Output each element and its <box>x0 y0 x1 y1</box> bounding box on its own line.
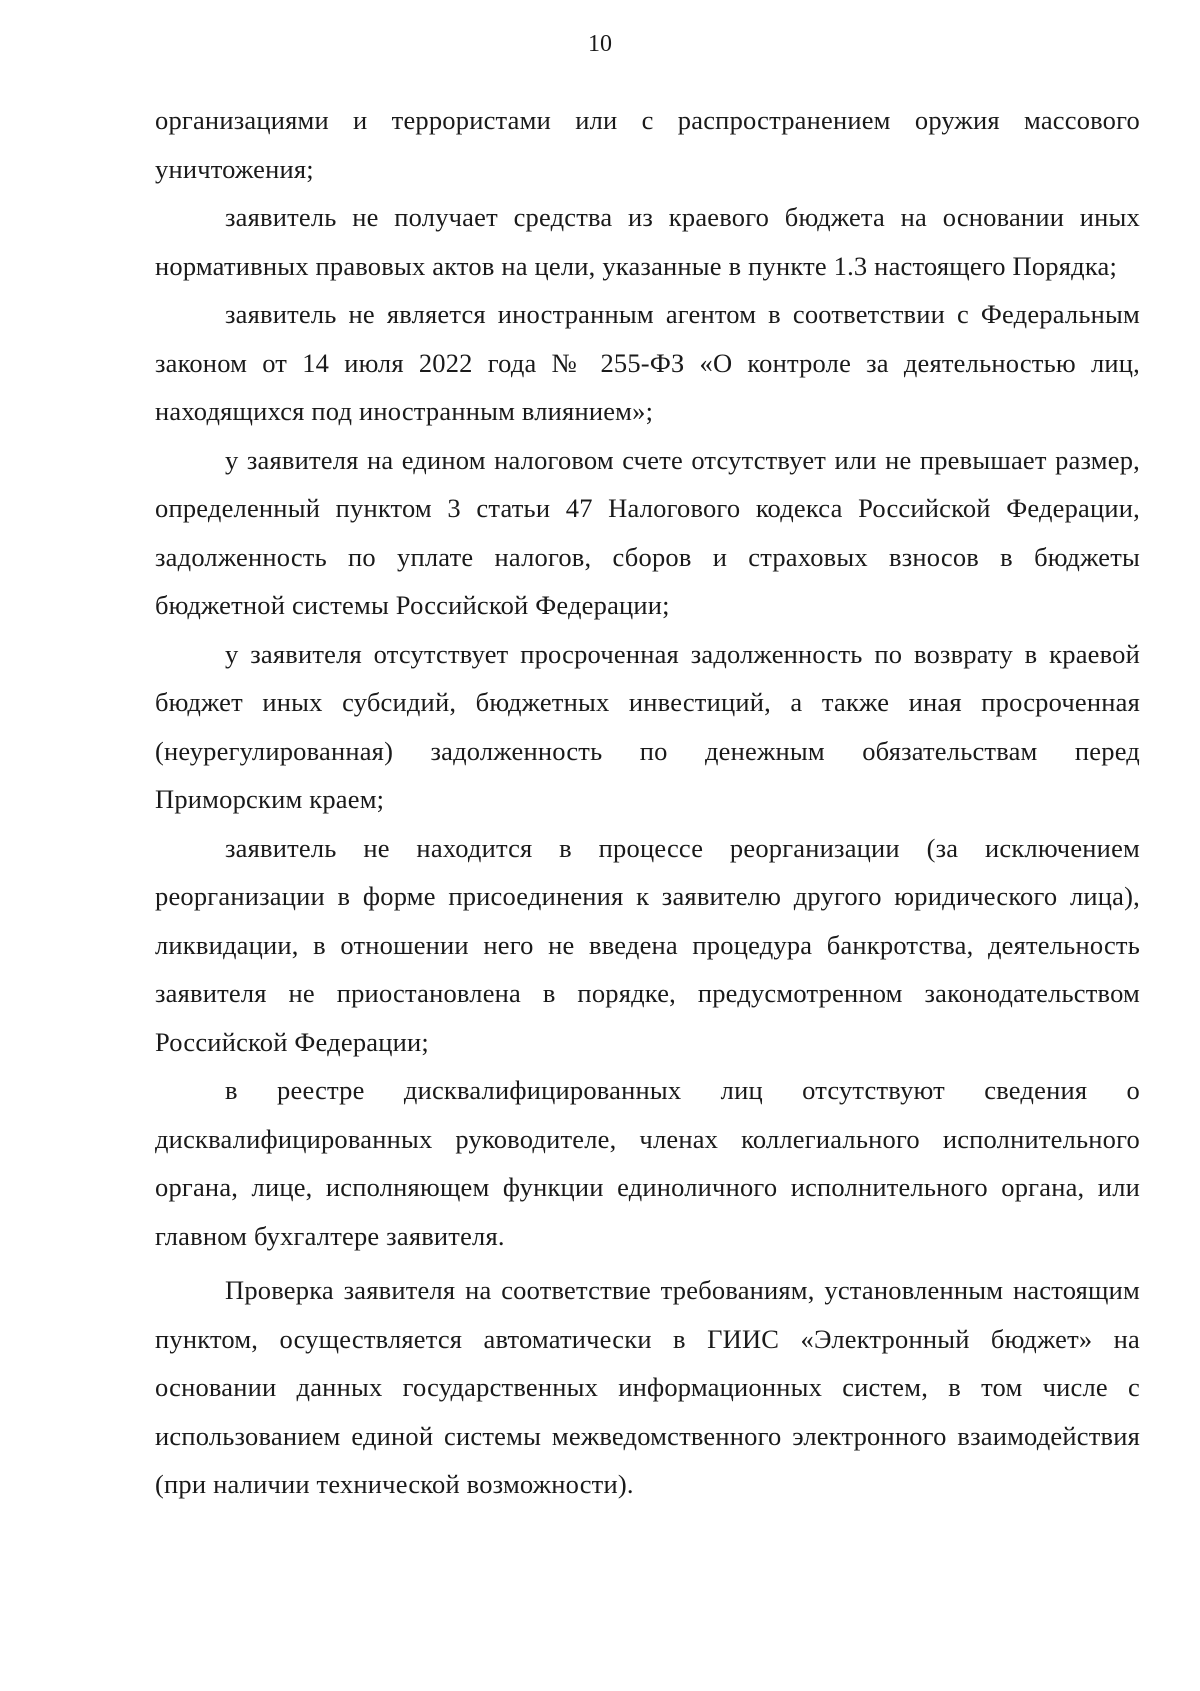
paragraph-foreign-agent: заявитель не является иностранным агентом в соответствии с Федеральным законом от 14 июля 2022 года № 255-ФЗ «О контроле за деятельностью лиц, находящихся под иностранным влиянием»; <box>155 299 1140 426</box>
paragraph-overdue-debt: у заявителя отсутствует просроченная задолженность по возврату в краевой бюджет иных субсидий, бюджетных инвестиций, а также иная просроченная (неурегулированная) задолженность по денежным обязательствам перед Приморским краем; <box>155 638 1140 814</box>
paragraph-verification: Проверка заявителя на соответствие требованиям, установленным настоящим пунктом, осуществляется автоматически в ГИИС «Электронный бюджет» на основании данных государственных информационных систем, в том числе с использованием единой системы межведомственного электронного взаимодействия (при наличии технической возможности). <box>155 1275 1140 1499</box>
paragraph-disqualified-persons: в реестре дисквалифицированных лиц отсутствуют сведения о дисквалифицированных руководителе, членах коллегиального исполнительного органа, лице, исполняющем функции единоличного исполнительного органа, или главном бухгалтере заявителя. <box>155 1075 1140 1251</box>
paragraph-continuation: организациями и террористами или с распространением оружия массового уничтожения; <box>155 105 1140 184</box>
paragraph-budget-funds: заявитель не получает средства из краевого бюджета на основании иных нормативных правовых актов на цели, указанные в пункте 1.3 настоящего Порядка; <box>155 202 1140 281</box>
paragraph-reorganization: заявитель не находится в процессе реорганизации (за исключением реорганизации в форме присоединения к заявителю другого юридического лица), ликвидации, в отношении него не введена процедура банкротства, деятельность заявителя не приостановлена в порядке, предусмотренном законодательством Российской Федерации; <box>155 832 1140 1057</box>
page-number: 10 <box>588 31 612 57</box>
paragraph-tax-debt: у заявителя на едином налоговом счете отсутствует или не превышает размер, определенный пунктом 3 статьи 47 Налогового кодекса Российской Федерации, задолженность по уплате налогов, сборов и страховых взносов в бюджеты бюджетной системы Российской Федерации; <box>155 444 1140 620</box>
document-body <box>155 96 1140 1509</box>
